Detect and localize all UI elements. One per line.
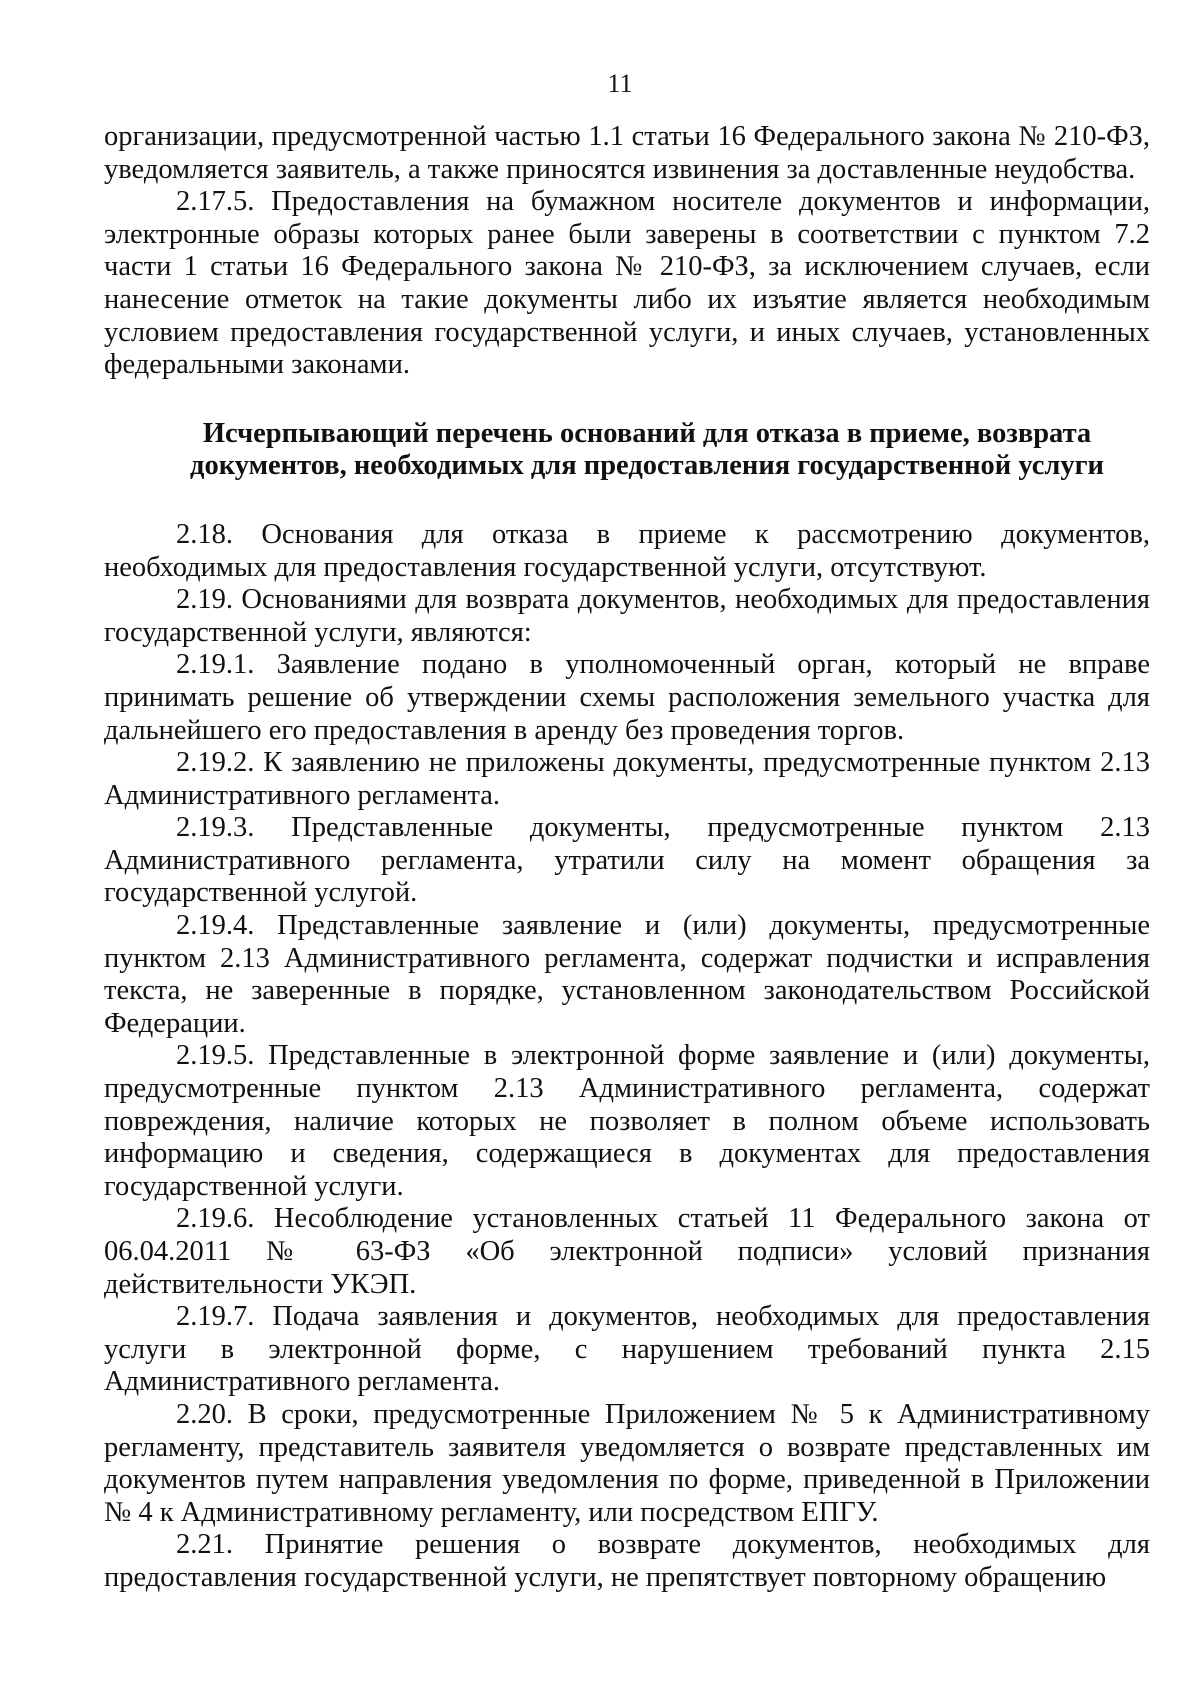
page-number: 11	[607, 69, 633, 98]
paragraph-2-19-7: 2.19.7. Подача заявления и документов, необходимых для предоставления услуги в электронной форме, с нарушением требований пункта 2.15 Административного регламента.	[104, 1301, 1150, 1398]
paragraph-2-19-1: 2.19.1. Заявление подано в уполномоченный орган, который не вправе принимать решение об утверждении схемы расположения земельного участка для дальнейшего его предоставления в аренду без проведения торгов.	[104, 649, 1150, 746]
paragraph-2-17-5: 2.17.5. Предоставления на бумажном носителе документов и информации, электронные образы которых ранее были заверены в соответствии с пунктом 7.2 части 1 статьи 16 Федерального закона № 210-ФЗ, за исключением случаев, если нанесение отметок на такие документы либо их изъятие является необходимым условием предоставления государственной услуги, и иных случаев, установленных федеральными законами.	[104, 186, 1150, 381]
paragraph-2-19-6: 2.19.6. Несоблюдение установленных статьей 11 Федерального закона от 06.04.2011 № 63-ФЗ «Об электронной подписи» условий признания действительности УКЭП.	[104, 1203, 1150, 1300]
paragraph-2-19-2: 2.19.2. К заявлению не приложены документы, предусмотренные пунктом 2.13 Административного регламента.	[104, 747, 1150, 811]
paragraph-2-19-3: 2.19.3. Представленные документы, предусмотренные пунктом 2.13 Административного регламента, утратили силу на момент обращения за государственной услугой.	[104, 812, 1150, 909]
section-heading-line-2: документов, необходимых для предоставления государственной услуги	[190, 450, 1104, 482]
paragraph-2-21: 2.21. Принятие решения о возврате документов, необходимых для предоставления государственной услуги, не препятствует повторному обращению	[104, 1529, 1150, 1593]
paragraph-2-19-5: 2.19.5. Представленные в электронной форме заявление и (или) документы, предусмотренные пунктом 2.13 Административного регламента, содержат повреждения, наличие которых не позволяет в полном объеме использовать информацию и сведения, содержащиеся в документах для предоставления государственной услуги.	[104, 1040, 1150, 1202]
paragraph-2-18: 2.18. Основания для отказа в приеме к рассмотрению документов, необходимых для предоставления государственной услуги, отсутствуют.	[104, 518, 1150, 583]
section-heading-line-1: Исчерпывающий перечень оснований для отказа в приеме, возврата	[202, 417, 1092, 449]
paragraph-2-19-4: 2.19.4. Представленные заявление и (или) документы, предусмотренные пунктом 2.13 Административного регламента, содержат подчистки и исправления текста, не заверенные в порядке, установленном законодательством Российской Федерации.	[104, 910, 1150, 1039]
section-heading	[104, 418, 1150, 483]
document-body	[104, 121, 1150, 1595]
paragraph-2-20: 2.20. В сроки, предусмотренные Приложением № 5 к Административному регламенту, представитель заявителя уведомляется о возврате представленных им документов путем направления уведомления по форме, приведенной в Приложении № 4 к Административному регламенту, или посредством ЕПГУ.	[104, 1398, 1150, 1528]
paragraph-continuation: организации, предусмотренной частью 1.1 статьи 16 Федерального закона № 210-ФЗ, уведомляется заявитель, а также приносятся извинения за доставленные неудобства.	[104, 121, 1150, 185]
paragraph-2-19: 2.19. Основаниями для возврата документов, необходимых для предоставления государственной услуги, являются:	[104, 584, 1150, 648]
